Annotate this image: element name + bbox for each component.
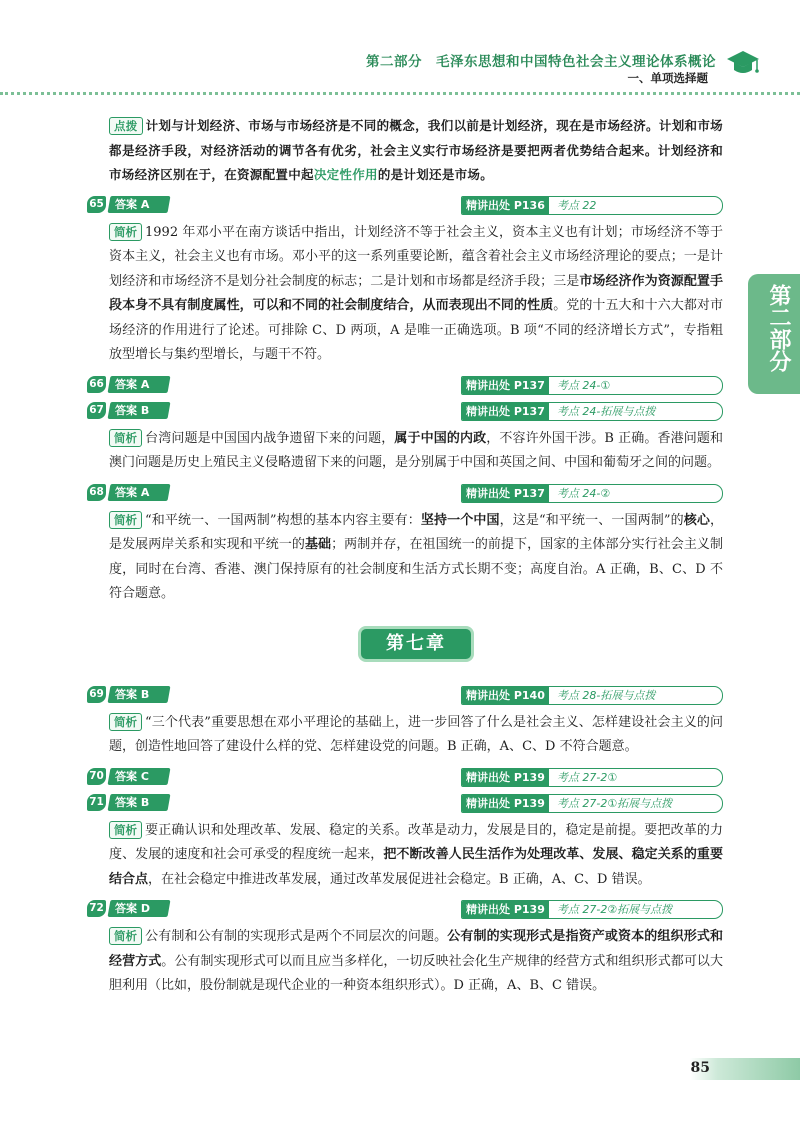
reference-label: 精讲出处 P140 (462, 687, 549, 704)
exam-point: 考点 24-① (556, 378, 611, 392)
answer-row-71 (87, 793, 723, 813)
answer-label: 答案 D (108, 900, 171, 917)
answer-label: 答案 B (108, 402, 171, 419)
answer-row-69 (87, 685, 723, 705)
exam-point: 考点 24-拓展与点拨 (556, 404, 656, 418)
header-section-title: 一、单项选择题 (627, 71, 708, 85)
graduation-cap-icon (726, 48, 760, 78)
question-number: 66 (87, 376, 106, 393)
reference-box (461, 376, 723, 395)
reference-box (461, 484, 723, 503)
main-content (89, 114, 723, 1006)
intro-note-highlight: 决定性作用 (313, 167, 378, 182)
reference-label: 精讲出处 P137 (462, 485, 549, 502)
page-number: 85 (690, 1060, 710, 1076)
analysis-68: 简析 “和平统一、一国两制”构想的基本内容主要有：坚持一个中国，这是“和平统一、一国两制”的核心，是发展两岸关系和实现和平统一的基础；两制并存，在祖国统一的前提下，国家的主体部分实行社会主义制度，同时在台湾、香港、澳门保持原有的社会制度和生活方式长期不变；高度自治。A 正确，B、C、D 不符合题意。 (109, 512, 723, 601)
reference-label: 精讲出处 P139 (462, 901, 549, 918)
question-number: 72 (87, 900, 106, 917)
answer-label: 答案 B (108, 794, 171, 811)
analysis-72: 简析 公有制和公有制的实现形式是两个不同层次的问题。公有制的实现形式是指资产或资本的组织形式和经营方式。公有制实现形式可以而且应当多样化，一切反映社会化生产规律的经营方式和组织形式都可以大胆利用（比如，股份制就是现代企业的一种资本组织形式）。D 正确，A、B、C 错误。 (109, 929, 723, 993)
answer-row-65 (87, 195, 723, 215)
header-part-title: 第二部分 毛泽东思想和中国特色社会主义理论体系概论 (366, 54, 716, 70)
exam-point: 考点 22 (556, 198, 597, 212)
answer-label: 答案 A (108, 484, 171, 501)
intro-note-text-end: 的是计划还是市场。 (377, 167, 494, 182)
answer-row-72 (87, 899, 723, 919)
side-part-tab-label: 第二部分 (766, 284, 791, 372)
reference-label: 精讲出处 P137 (462, 377, 549, 394)
intro-note (109, 114, 723, 188)
answer-row-68 (87, 483, 723, 503)
question-number: 67 (87, 402, 106, 419)
exam-point: 考点 27-2①拓展与点拨 (556, 796, 673, 810)
analysis-tag: 简析 (109, 821, 142, 839)
question-number: 70 (87, 768, 106, 785)
reference-label: 精讲出处 P137 (462, 403, 549, 420)
analysis-tag: 简析 (109, 511, 142, 529)
reference-box (461, 768, 723, 787)
question-number: 71 (87, 794, 106, 811)
chapter-heading: 第七章 (361, 629, 471, 659)
answer-label: 答案 A (108, 376, 171, 393)
reference-box (461, 196, 723, 215)
analysis-tag: 简析 (109, 927, 142, 945)
analysis-65: 简析 1992 年邓小平在南方谈话中指出，计划经济不等于社会主义，资本主义也有计划；市场经济不等于资本主义，社会主义也有市场。邓小平的这一系列重要论断，蕴含着社会主义市场经济理论的要点；一是计划经济和市场经济不是划分社会制度的标志；二是计划和市场都是经济手段；三是市场经济作为资源配置手段本身不具有制度属性，可以和不同的社会制度结合，从而表现出不同的性质。党的十五大和十六大都对市场经济的作用进行了论述。可排除 C、D 两项，A 是唯一正确选项。B 项“不同的经济增长方式”，专指粗放型增长与集约型增长，与题干不符。 (109, 224, 723, 362)
intro-note-text: 计划与计划经济、市场与市场经济是不同的概念，我们以前是计划经济，现在是市场经济。计划和市场都是经济手段，对经济活动的调节各有优劣，社会主义实行市场经济是要把两者优势结合起来。计划经济和市场经济区别在于，在资源配置中起 (109, 118, 723, 182)
analysis-tag: 简析 (109, 713, 142, 731)
question-number: 65 (87, 196, 106, 213)
exam-point: 考点 24-② (556, 486, 611, 500)
answer-label: 答案 B (108, 686, 171, 703)
reference-label: 精讲出处 P136 (462, 197, 549, 214)
answer-label: 答案 C (108, 768, 171, 785)
reference-label: 精讲出处 P139 (462, 769, 549, 786)
analysis-69: 简析 “三个代表”重要思想在邓小平理论的基础上，进一步回答了什么是社会主义、怎样建设社会主义的问题，创造性地回答了建设什么样的党、怎样建设党的问题。B 正确，A、C、D 不符合题意。 (109, 714, 723, 754)
exam-point: 考点 27-2① (556, 770, 618, 784)
exam-point: 考点 28-拓展与点拨 (556, 688, 656, 702)
header-divider (0, 92, 800, 95)
analysis-67: 简析 台湾问题是中国国内战争遗留下来的问题，属于中国的内政，不容许外国干涉。B 正确。香港问题和澳门问题是历史上殖民主义侵略遗留下来的问题，是分别属于中国和英国之间、中国和葡萄牙之间的问题。 (109, 430, 723, 470)
analysis-71: 简析 要正确认识和处理改革、发展、稳定的关系。改革是动力，发展是目的，稳定是前提。要把改革的力度、发展的速度和社会可承受的程度统一起来，把不断改善人民生活作为处理改革、发展、稳定关系的重要结合点，在社会稳定中推进改革发展，通过改革发展促进社会稳定。B 正确，A、C、D 错误。 (109, 822, 723, 887)
answer-row-70 (87, 767, 723, 787)
reference-box (461, 900, 723, 919)
question-number: 69 (87, 686, 106, 703)
reference-box (461, 686, 723, 705)
note-tag: 点拨 (109, 117, 143, 135)
answer-row-66 (87, 375, 723, 395)
reference-box (461, 794, 723, 813)
reference-label: 精讲出处 P139 (462, 795, 549, 812)
answer-row-67 (87, 401, 723, 421)
exam-point: 考点 27-2②拓展与点拨 (556, 903, 673, 916)
question-number: 68 (87, 484, 106, 501)
answer-label: 答案 A (108, 196, 171, 213)
analysis-tag: 简析 (109, 223, 142, 241)
reference-box (461, 402, 723, 421)
analysis-tag: 简析 (109, 429, 142, 447)
